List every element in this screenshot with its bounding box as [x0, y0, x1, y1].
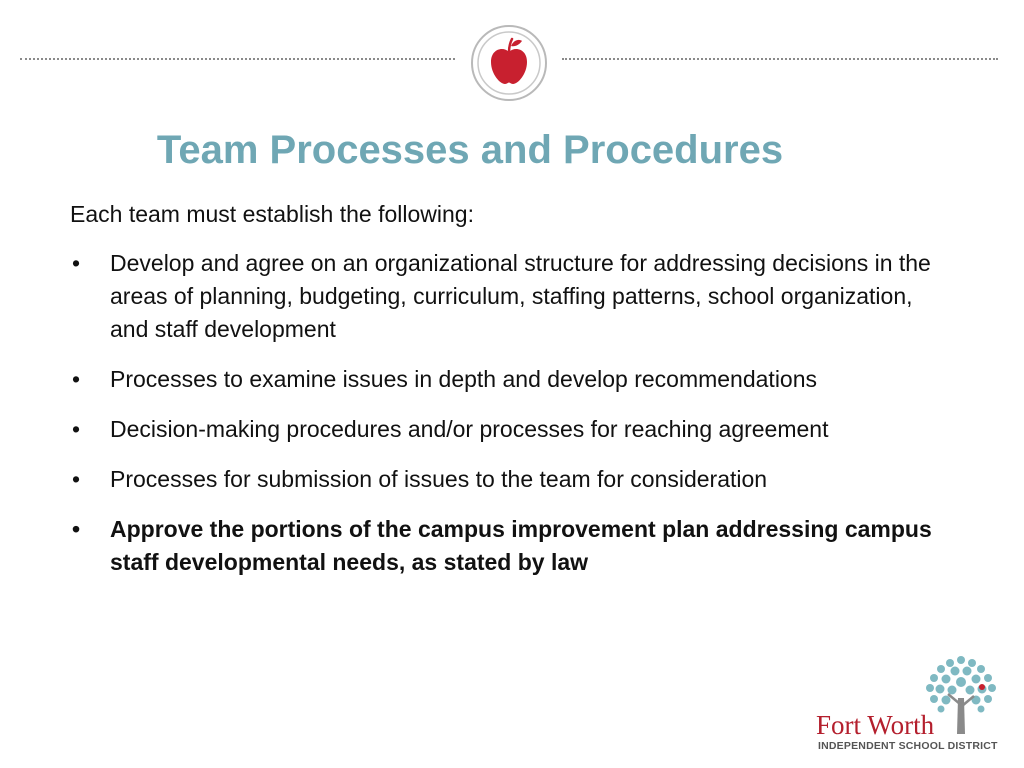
list-item [70, 513, 950, 579]
list-item [70, 413, 950, 446]
bullet-text: Develop and agree on an organizational structure for addressing decisions in the areas of planning, budgeting, curriculum, staffing patterns, school organization, and staff development [110, 250, 931, 342]
intro-text: Each team must establish the following: [70, 201, 474, 227]
header-dotted-rule-right [562, 58, 998, 60]
bullet-text: Approve the portions of the campus improvement plan addressing campus staff developmental needs, as stated by law [110, 516, 932, 575]
bullet-text: Decision-making procedures and/or processes for reaching agreement [110, 416, 829, 442]
header-dotted-rule-left [20, 58, 455, 60]
bullet-list [70, 247, 950, 596]
slide-title: Team Processes and Procedures [156, 128, 784, 172]
district-name: Fort Worth [816, 710, 935, 740]
district-subtitle: INDEPENDENT SCHOOL DISTRICT [818, 740, 998, 752]
bullet-text: Processes to examine issues in depth and develop recommendations [110, 366, 818, 392]
bullet-marker: • [72, 250, 81, 276]
list-item [70, 247, 950, 346]
bullet-marker: • [72, 416, 81, 442]
bullet-marker: • [72, 366, 81, 392]
bullet-marker: • [72, 466, 81, 492]
apple-icon [470, 24, 548, 102]
bullet-marker: • [72, 516, 81, 542]
bullet-text: Processes for submission of issues to the team for consideration [110, 466, 768, 492]
list-item [70, 363, 950, 396]
list-item [70, 463, 950, 496]
district-logo [812, 654, 1002, 758]
